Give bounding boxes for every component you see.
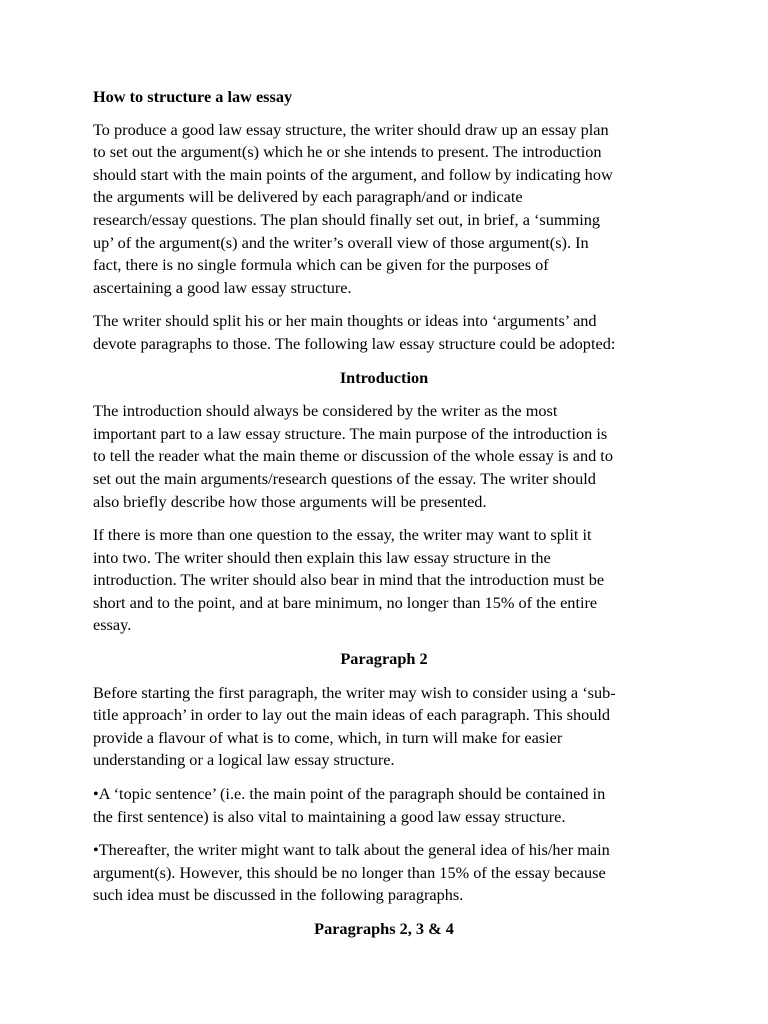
section-paragraph: Before starting the first paragraph, the writer may wish to consider using a ‘sub- title approach’ in order to lay out the main ideas of each paragraph. This should provide a flavour of what is to come, which, in turn will make for easier understanding or a logical law essay structure. <box>93 682 616 770</box>
section-heading-paragraphs-2-3-4: Paragraphs 2, 3 & 4 <box>314 919 454 938</box>
section-heading-introduction: Introduction <box>339 367 429 387</box>
section-heading-paragraph-2: Paragraph 2 <box>340 649 428 669</box>
document-page <box>93 86 675 952</box>
bullet-item: •A ‘topic sentence’ (i.e. the main point of the paragraph should be contained in the first sentence) is also vital to maintaining a good law essay structure. <box>93 784 606 826</box>
intro-paragraph: To produce a good law essay structure, the writer should draw up an essay plan to set out the argument(s) which he or she intends to present. The introduction should start with the main points of the argument, and follow by indicating how the arguments will be delivered by each paragraph/and or indicate research/essay questions. The plan should finally set out, in brief, a ‘summing up’ of the argument(s) and the writer’s overall view of those argument(s). In fact, there is no single formula which can be given for the purposes of ascertaining a good law essay structure. <box>93 119 613 297</box>
document-title: How to structure a law essay <box>93 87 293 106</box>
intro-paragraph: The writer should split his or her main thoughts or ideas into ‘arguments’ and devote paragraphs to those. The following law essay structure could be adopted: <box>93 311 616 353</box>
bullet-item: •Thereafter, the writer might want to talk about the general idea of his/her main argument(s). However, this should be no longer than 15% of the essay because such idea must be discussed in the following paragraphs. <box>93 840 610 905</box>
section-paragraph: If there is more than one question to the essay, the writer may want to split it into two. The writer should then explain this law essay structure in the introduction. The writer should also bear in mind that the introduction must be short and to the point, and at bare minimum, no longer than 15% of the entire essay. <box>93 525 605 635</box>
section-paragraph: The introduction should always be considered by the writer as the most important part to a law essay structure. The main purpose of the introduction is to tell the reader what the main theme or discussion of the whole essay is and to set out the main arguments/research questions of the essay. The writer should also briefly describe how those arguments will be presented. <box>93 401 613 511</box>
